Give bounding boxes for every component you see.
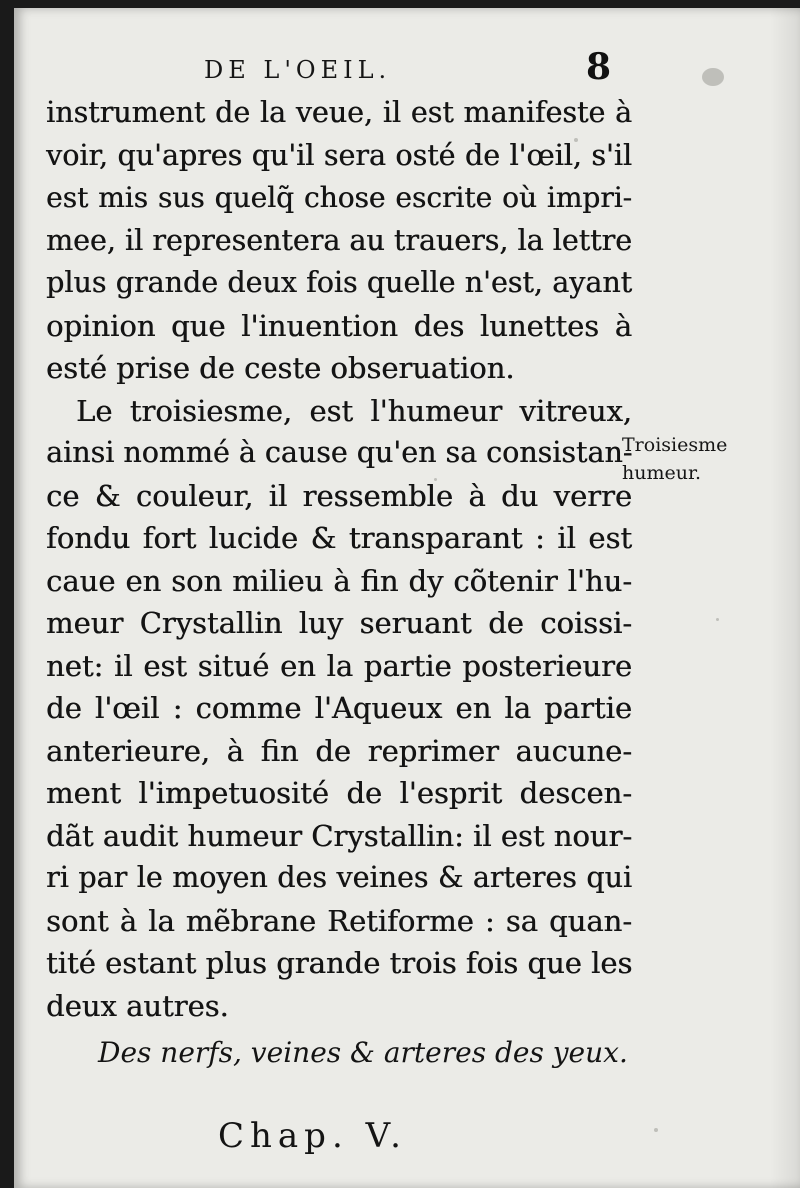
section-heading: Des nerfs, veines & arteres des yeux.: [98, 1036, 628, 1069]
margin-note-line: humeur.: [622, 462, 702, 484]
text-line: Le troisiesme, est l'humeur vitreux,: [76, 393, 632, 428]
book-page: [14, 8, 800, 1188]
text-line: est mis sus quelq̃ chose escrite où impri-: [46, 181, 632, 214]
text-line: ce & couleur, il ressemble à du verre: [46, 478, 632, 513]
text-line: mee, il representera au trauers, la lettre: [46, 223, 632, 257]
text-line: ri par le moyen des veines & arteres qui: [46, 861, 632, 894]
text-line: ment l'impetuosité de l'esprit descen-: [46, 776, 632, 810]
text-line: plus grande deux fois quelle n'est, ayant: [46, 266, 632, 299]
text-line: deux autres.: [46, 988, 229, 1023]
paper-speck: [702, 68, 724, 86]
running-title: DE L'OEIL.: [204, 56, 392, 84]
text-line: caue en son milieu à fin dy cõtenir l'hu-: [46, 563, 632, 598]
paper-speck: [654, 1128, 658, 1132]
text-line: instrument de la veue, il est manifeste à: [46, 96, 632, 129]
text-line: meur Crystallin luy seruant de coissi-: [46, 606, 632, 640]
text-line: sont à la mẽbrane Retiforme : sa quan-: [46, 903, 632, 938]
text-line: esté prise de ceste obseruation.: [46, 351, 515, 385]
margin-note-line: Troisiesme: [622, 434, 728, 456]
page-number: 8: [586, 46, 612, 88]
paper-speck: [716, 618, 719, 621]
text-line: net: il est situé en la partie posterieure: [46, 648, 632, 683]
chapter-label: Chap. V.: [218, 1116, 407, 1156]
text-line: fondu fort lucide & transparant : il est: [46, 521, 632, 555]
text-line: ainsi nommé à cause qu'en sa consistan-: [46, 436, 633, 469]
page-edge-shadow: [770, 8, 800, 1188]
text-line: opinion que l'inuention des lunettes à: [46, 308, 632, 343]
text-line: de l'œil : comme l'Aqueux en la partie: [46, 691, 632, 725]
text-line: voir, qu'apres qu'il sera osté de l'œil, s'il: [46, 138, 632, 172]
text-line: tité estant plus grande trois fois que les: [46, 946, 633, 980]
body-text: [46, 92, 632, 1027]
text-line: anterieure, à fin de reprimer aucune-: [46, 733, 632, 768]
margin-note: [622, 431, 727, 487]
text-line: dãt audit humeur Crystallin: il est nour-: [46, 818, 633, 853]
